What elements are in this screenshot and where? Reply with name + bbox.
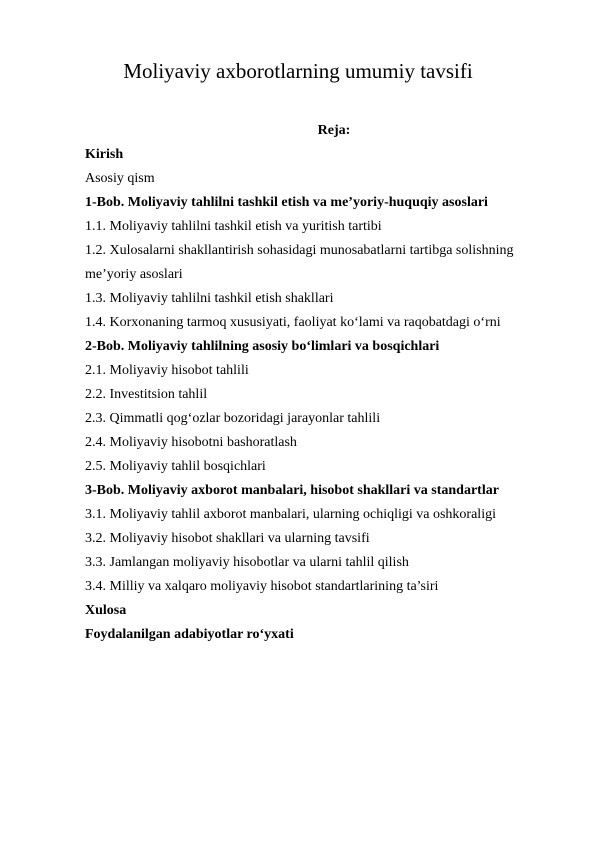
toc-item: Asosiy qism (85, 171, 155, 186)
toc-section-heading: Xulosa (85, 603, 127, 618)
toc-section-heading: 3-Bob. Moliyaviy axborot manbalari, hisobot shakllari va standartlar (85, 483, 499, 498)
plan-heading-container (0, 122, 596, 140)
toc-item: 3.1. Moliyaviy tahlil axborot manbalari, ularning ochiqligi va oshkoraligi (85, 507, 496, 522)
toc-item: 3.3. Jamlangan moliyaviy hisobotlar va ularni tahlil qilish (85, 555, 409, 570)
table-of-contents (85, 143, 525, 647)
toc-item: 3.2. Moliyaviy hisobot shakllari va ularning tavsifi (85, 531, 370, 546)
toc-item: 2.2. Investitsion tahlil (85, 387, 208, 402)
document-title: Moliyaviy axborotlarning umumiy tavsifi (123, 59, 473, 83)
toc-section-heading: 1-Bob. Moliyaviy tahlilni tashkil etish va me’yoriy-huquqiy asoslari (85, 195, 488, 210)
toc-item: 3.4. Milliy va xalqaro moliyaviy hisobot standartlarining ta’siri (85, 579, 439, 594)
toc-item: 2.4. Moliyaviy hisobotni bashoratlash (85, 435, 297, 450)
toc-item: 2.3. Qimmatli qog‘ozlar bozoridagi jarayonlar tahlili (85, 411, 381, 426)
toc-section-heading: 2-Bob. Moliyaviy tahlilning asosiy bo‘limlari va bosqichlari (85, 339, 440, 354)
toc-item: 1.2. Xulosalarni shakllantirish sohasidagi munosabatlarni tartibga solishning (85, 243, 514, 258)
toc-item: me’yoriy asoslari (85, 267, 183, 282)
toc-section-heading: Kirish (85, 147, 124, 162)
toc-item: 1.4. Korxonaning tarmoq xususiyati, faoliyat ko‘lami va raqobatdagi o‘rni (85, 315, 501, 330)
plan-heading: Reja: (317, 123, 351, 138)
toc-item: 1.3. Moliyaviy tahlilni tashkil etish shakllari (85, 291, 334, 306)
toc-item: 1.1. Moliyaviy tahlilni tashkil etish va yuritish tartibi (85, 219, 382, 234)
toc-item: 2.5. Moliyaviy tahlil bosqichlari (85, 459, 266, 474)
toc-section-heading: Foydalanilgan adabiyotlar ro‘yxati (85, 627, 294, 642)
toc-item: 2.1. Moliyaviy hisobot tahlili (85, 363, 249, 378)
